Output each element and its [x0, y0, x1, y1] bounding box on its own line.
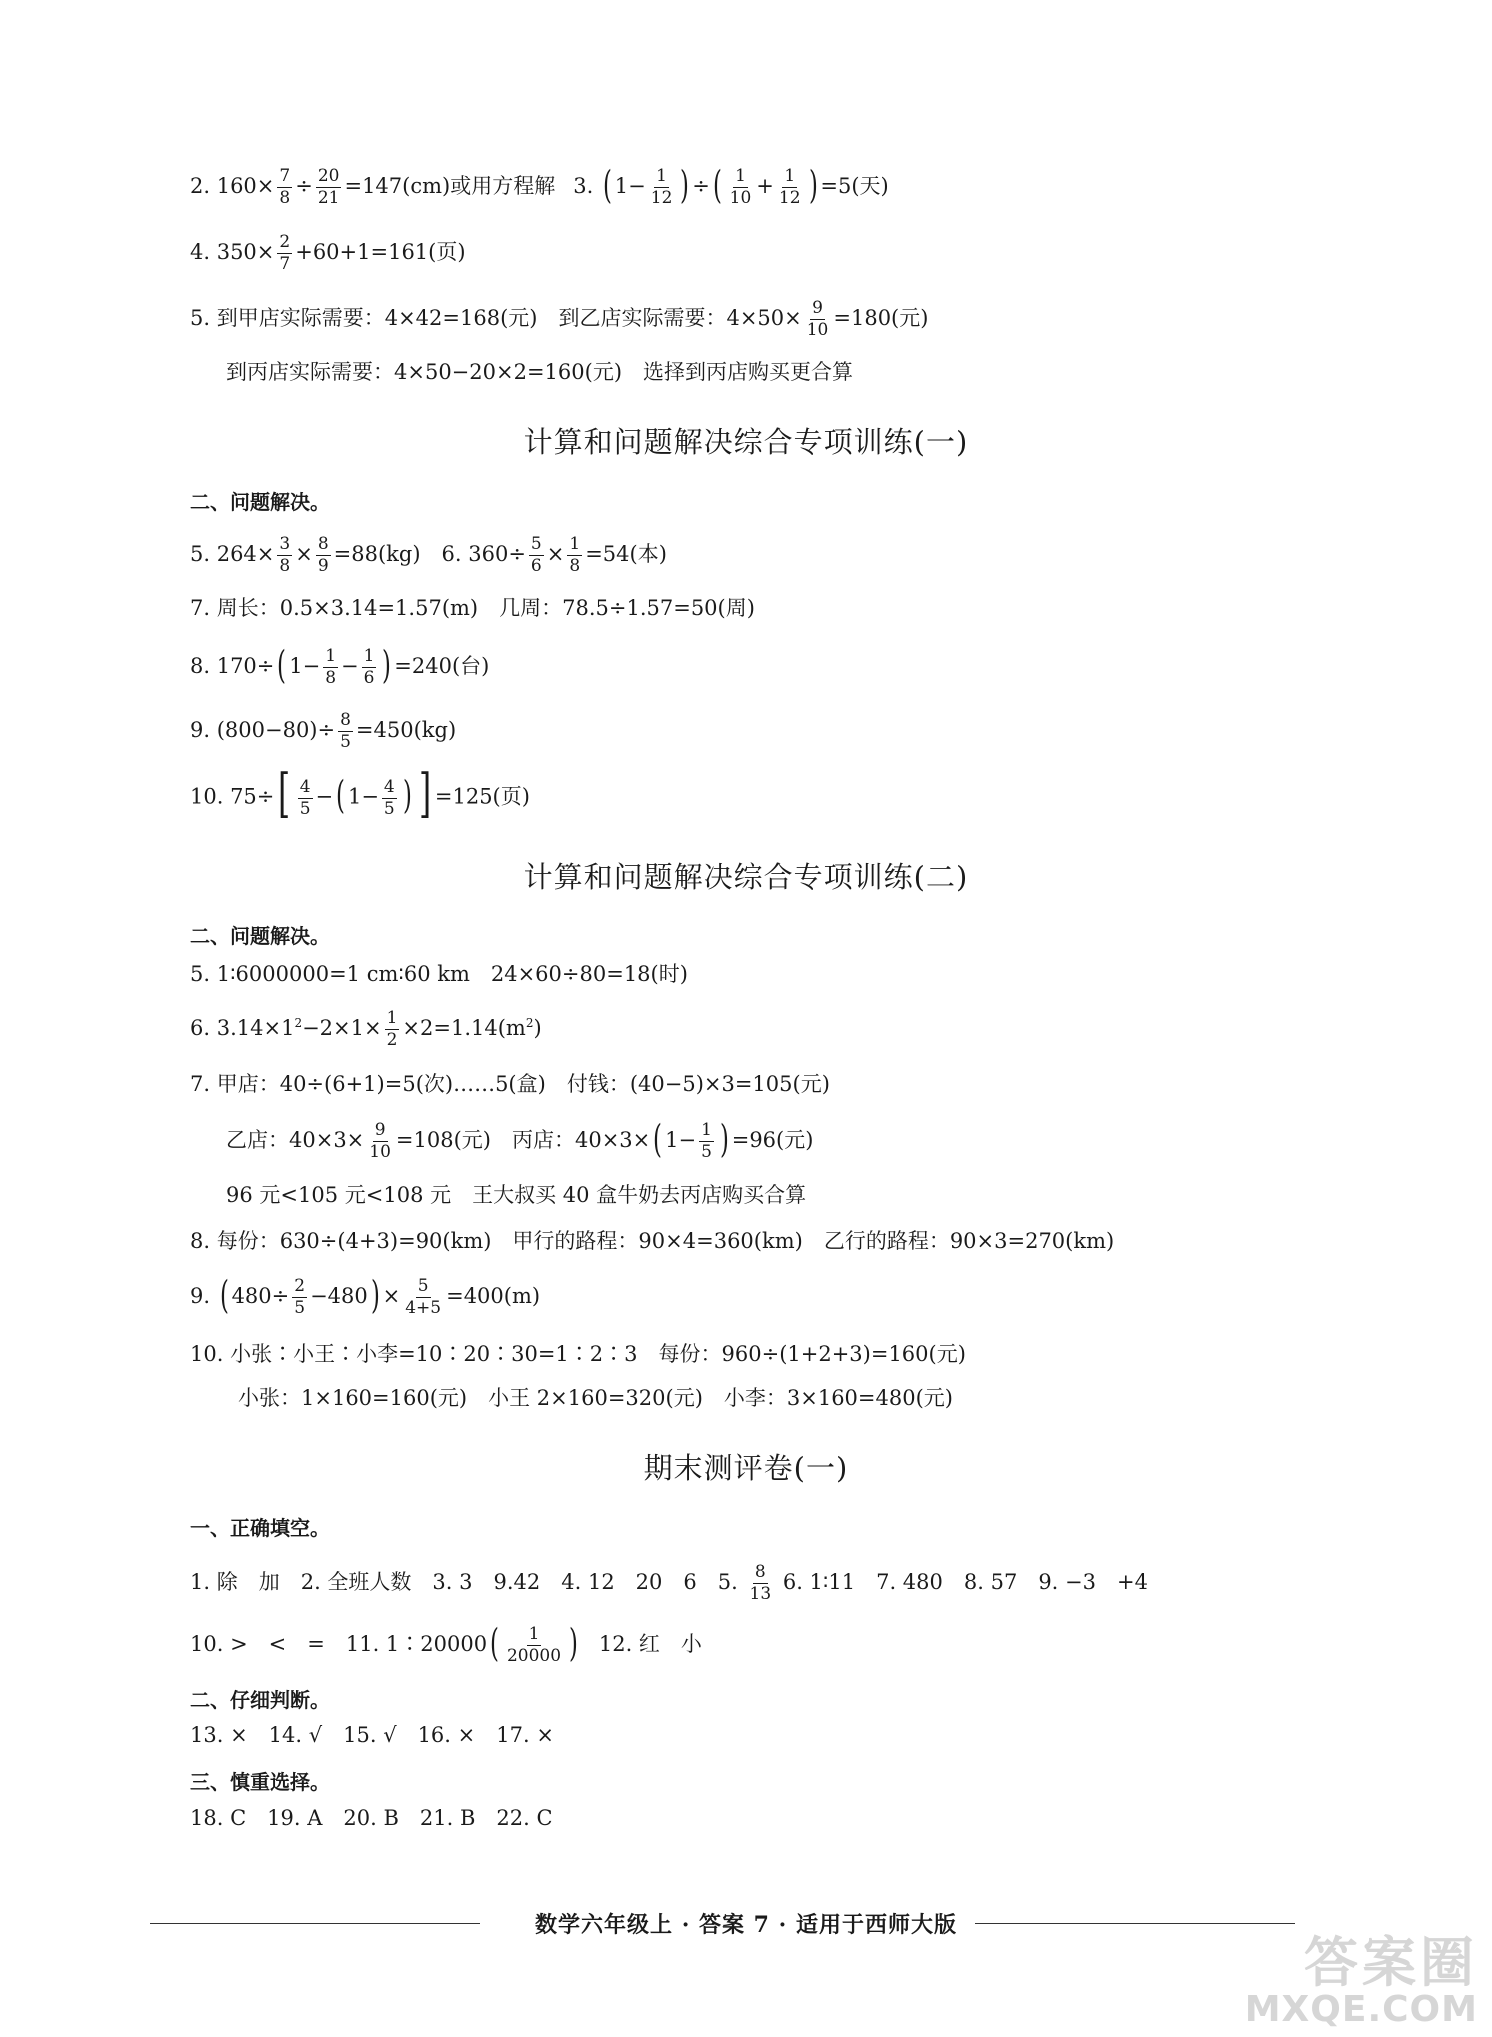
- fraction: $\frac{2}{5}$: [294, 1276, 306, 1318]
- fraction: $\frac{1}{12}$: [778, 166, 801, 208]
- section-title: 期末测评卷(一): [643, 1451, 849, 1485]
- answer-7-line2: 乙店：40×3× $\frac{9}{10}$ =108(元) 丙店：40×3×( 1− $\frac{1}{5}$ ) =96(元): [226, 1116, 814, 1162]
- section-heading: 二、问题解决。: [190, 924, 330, 948]
- answer-5: 5. 1∶6000000=1 cm∶60 km 24×60÷80=18(时): [190, 962, 688, 986]
- fraction: $\frac{1}{10}$: [729, 166, 752, 208]
- fraction: $\frac{5}{4+5}$: [405, 1276, 442, 1318]
- fraction: $\frac{1}{8}$: [569, 534, 581, 576]
- fraction: $\frac{1}{5}$: [701, 1120, 712, 1162]
- fraction: $\frac{1}{2}$: [386, 1008, 398, 1050]
- fill-blanks-line2: 10. > < = 11. 1∶20000( $\frac{1}{20000}$ ) 12. 红 小: [190, 1620, 702, 1666]
- answer-9: 9. ( 480÷ $\frac{2}{5}$ −480) × $\frac{5}{4+5}$ =400(m): [190, 1272, 541, 1318]
- choice-answers: 18. C 19. A 20. B 21. B 22. C: [190, 1806, 553, 1830]
- fraction: $\frac{2}{7}$: [279, 232, 291, 274]
- fraction: $\frac{9}{10}$: [806, 298, 829, 340]
- answer-9: 9. (800−80)÷ $\frac{8}{5}$ =450(kg): [190, 710, 457, 752]
- fill-blanks-line1: 1. 除 加 2. 全班人数 3. 3 9.42 4. 12 20 6 5. $\frac{8}{13}$ 6. 1∶11 7. 480 8. 57 9. −3 +4: [190, 1562, 1148, 1604]
- fraction: $\frac{1}{20000}$: [506, 1624, 562, 1666]
- fraction: $\frac{7}{8}$: [279, 166, 291, 208]
- fraction: $\frac{20}{21}$: [317, 166, 340, 208]
- fraction: $\frac{1}{12}$: [650, 166, 673, 208]
- answer-10: 10. 75÷[ $\frac{4}{5}$ −( 1− $\frac{4}{5}$ ) ] =125(页): [190, 764, 530, 824]
- answer-8: 8. 170÷( 1− $\frac{1}{8}$ − $\frac{1}{6}$ ) =240(台): [190, 642, 490, 688]
- answer-7-line1: 7. 甲店：40÷(6+1)=5(次)……5(盒) 付钱：(40−5)×3=105(元): [190, 1072, 830, 1096]
- answer-8: 8. 每份：630÷(4+3)=90(km) 甲行的路程：90×4=360(km) 乙行的路程：90×3=270(km): [190, 1229, 1115, 1253]
- answer-5: 5. 到甲店实际需要：4×42=168(元) 到乙店实际需要：4×50× $\frac{9}{10}$ =180(元): [190, 298, 929, 340]
- section-title: 计算和问题解决综合专项训练(二): [523, 860, 969, 894]
- answer-5-6: 5. 264× $\frac{3}{8}$ × $\frac{8}{9}$ =88(kg) 6. 360÷ $\frac{5}{6}$ × $\frac{1}{8}$ =54(本): [190, 534, 667, 576]
- section-heading: 三、慎重选择。: [190, 1770, 330, 1794]
- section-title: 计算和问题解决综合专项训练(一): [523, 425, 969, 459]
- answer-10-line2: 小张：1×160=160(元) 小王 2×160=320(元) 小李：3×160=480(元): [238, 1386, 953, 1410]
- fraction: $\frac{1}{8}$: [325, 646, 337, 688]
- answer-5-line2: 到丙店实际需要：4×50−20×2=160(元) 选择到丙店购买更合算: [226, 360, 854, 384]
- section-heading: 一、正确填空。: [190, 1516, 330, 1540]
- fraction: $\frac{9}{10}$: [369, 1120, 391, 1162]
- section-heading: 二、问题解决。: [190, 490, 330, 514]
- fraction: $\frac{4}{5}$: [383, 776, 395, 819]
- answer-10-line1: 10. 小张∶小王∶小李=10∶20∶30=1∶2∶3 每份：960÷(1+2+3)=160(元): [190, 1342, 966, 1366]
- fraction: $\frac{8}{5}$: [340, 710, 351, 752]
- judge-answers: 13. × 14. √ 15. √ 16. × 17. ×: [190, 1723, 554, 1747]
- answer-6: 6. $3.14\times 1^2-2\times 1\times$ $\frac{1}{2}$ $\times 2=1.14(m^2)$: [190, 1008, 542, 1050]
- watermark: 答案圈 MXQE.COM: [1244, 1930, 1478, 2031]
- fraction: $\frac{8}{13}$: [749, 1562, 772, 1604]
- answer-4: 4. 350× $\frac{2}{7}$ +60+1=161(页): [190, 232, 466, 274]
- fraction: $\frac{4}{5}$: [299, 776, 311, 819]
- answer-7: 7. 周长：0.5×3.14=1.57(m) 几周：78.5÷1.57=50(周): [190, 596, 755, 620]
- fraction: $\frac{1}{6}$: [363, 646, 375, 688]
- page-footer: 数学六年级上 · 答案 7 · 适用于西师大版: [0, 1908, 1492, 1939]
- fraction: $\frac{5}{6}$: [530, 534, 542, 576]
- answer-2-3: 2. 160× $\frac{7}{8}$ ÷ $\frac{20}{21}$ =147(cm)或用方程解 3. ( 1− $\frac{1}{12}$ ) ÷( $\frac{1}{10}$ + $\frac{1}{12}$ ) =5(天): [190, 162, 889, 208]
- section-heading: 二、仔细判断。: [190, 1688, 330, 1712]
- answer-7-line3: 96 元<105 元<108 元 王大叔买 40 盒牛奶去丙店购买合算: [226, 1183, 807, 1207]
- fraction: $\frac{3}{8}$: [279, 534, 291, 576]
- fraction: $\frac{8}{9}$: [317, 534, 329, 576]
